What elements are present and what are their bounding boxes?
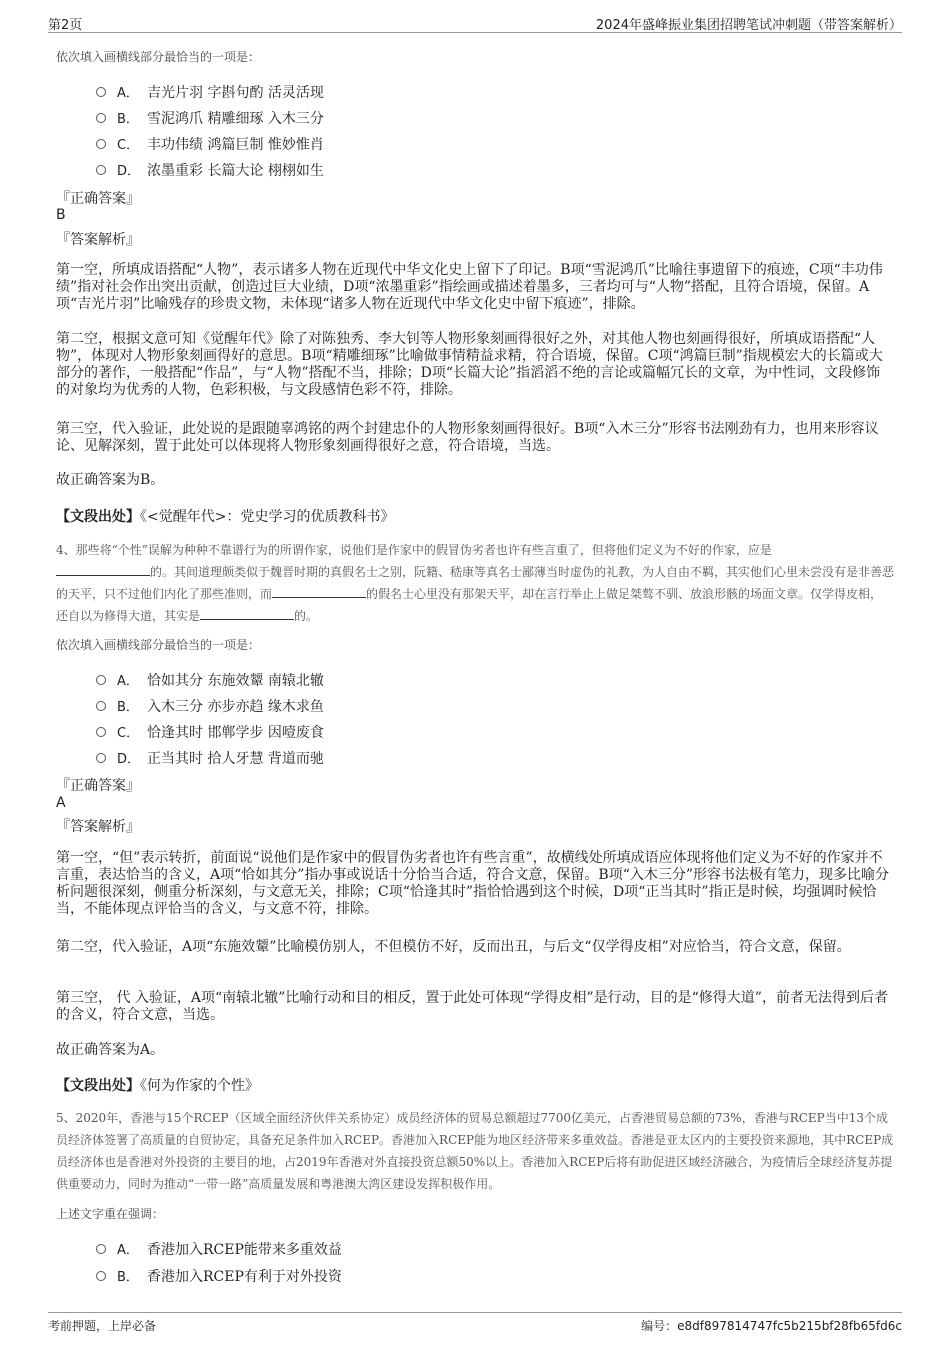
document-title: 2024年盛峰振业集团招聘笔试冲刺题（带答案解析） [595,18,902,33]
option-a[interactable]: A． 香港加入RCEP能带来多重效益 [96,1239,342,1259]
analysis-paragraph: 第三空，代入验证，此处说的是跟随辜鸿铭的两个封建忠仆的人物形象刻画得很好。B项“入木三分”形容书法刚劲有力，也用来形容议论、见解深刻，置于此处可以体现将人物形象刻画得很好之意，符合语境，当选。 [56,421,879,454]
radio-icon[interactable] [96,675,106,685]
question-prompt: 依次填入画横线部分最恰当的一项是： [56,638,261,652]
option-a[interactable]: A． 恰如其分 东施效颦 南辕北辙 [96,670,324,690]
radio-icon[interactable] [96,139,106,149]
analysis-label: 『答案解析』 [56,819,140,835]
page-footer [48,1312,902,1333]
option-b[interactable]: B． 入木三分 亦步亦趋 缘木求鱼 [96,696,324,716]
source-citation: 【文段出处】《何为作家的个性》 [56,1078,259,1094]
radio-icon[interactable] [96,87,106,97]
radio-icon[interactable] [96,165,106,175]
analysis-paragraph: 第一空，所填成语搭配“人物”，表示诸多人物在近现代中华文化史上留下了印记。B项“雪泥鸿爪”比喻往事遗留下的痕迹，C项“丰功伟绩”指对社会作出突出贡献，创造过巨大业绩，D项“浓墨重彩”指绘画或描述着墨多，三者均可与“人物”搭配，且符合语境，保留。A项“吉光片羽”比喻残存的珍贵文物，未体现“诸多人物在近现代中华文化史中留下痕迹”，排除。 [56,262,883,312]
answer-label: 『正确答案』 [56,778,140,794]
option-b[interactable]: B． 香港加入RCEP有利于对外投资 [96,1266,342,1286]
analysis-paragraph: 第一空，“但”表示转折，前面说“说他们是作家中的假冒伪劣者也许有些言重”，故横线处所填成语应体现将他们定义为不好的作家并不言重，表达恰当的含义，A项“恰如其分”指办事或说话十分恰当合适，符合文意，保留。B项“入木三分”形容书法极有笔力，现多比喻分析问题很深刻，侧重分析深刻，与文意无关，排除；C项“恰逢其时”指恰恰遇到这个时候，D项“正当其时”指正是时候，均强调时候恰当，不能体现点评恰当的含义，与文意不符，排除。 [56,850,890,917]
answer-value: A [56,795,66,811]
option-c[interactable]: C． 恰逢其时 邯郸学步 因噎废食 [96,722,324,742]
footer-slogan: 考前押题，上岸必备 [48,1319,157,1333]
analysis-label: 『答案解析』 [56,232,140,248]
analysis-conclusion: 故正确答案为B。 [56,472,165,488]
analysis-paragraph: 第二空，根据文意可知《觉醒年代》除了对陈独秀、李大钊等人物形象刻画得很好之外，对其他人物也刻画得很好，所填成语搭配“人物”，体现对人物形象刻画得好的意思。B项“精雕细琢”比喻做事情精益求精，符合语境，保留。C项“鸿篇巨制”指规模宏大的长篇或大部分的著作，一般搭配“作品”，与“人物”搭配不当，排除；D项“长篇大论”指滔滔不绝的言论或篇幅冗长的文章，为中性词，文段修饰的对象均为优秀的人物，色彩积极，与文段感情色彩不符，排除。 [56,331,883,398]
document-id: 编号：e8df897814747fc5b215bf28fb65fd6c [641,1319,902,1333]
answer-label: 『正确答案』 [56,191,140,207]
question-stem: 5、2020年，香港与15个RCEP（区域全面经济伙伴关系协定）成员经济体的贸易总额超过7700亿美元，占香港贸易总额的73%，香港与RCEP当中13个成员经济体签署了高质量的自贸协定，具备充足条件加入RCEP。香港加入RCEP能为地区经济带来多重效益。香港是亚太区内的主要投资来源地，其中RCEP成员经济体也是香港对外投资的主要目的地，占2019年香港对外直接投资总额50%以上。香港加入RCEP后将有助促进区域经济融合，为疫情后全球经济复苏提供重要动力，同时为推动“一带一路”高质量发展和粤港澳大湾区建设发挥积极作用。 [56,1111,894,1191]
analysis-paragraph: 第二空，代入验证，A项“东施效颦”比喻模仿别人，不但模仿不好，反而出丑，与后文“仅学得皮相”对应恰当，符合文意，保留。 [56,939,851,955]
option-a[interactable]: A． 吉光片羽 字斟句酌 活灵活现 [96,82,324,102]
radio-icon[interactable] [96,701,106,711]
analysis-paragraph: 第三空， 代 入验证，A项“南辕北辙”比喻行动和目的相反，置于此处可体现“学得皮相”是行动，目的是“修得大道”，前者无法得到后者的含义，符合文意，当选。 [56,990,888,1023]
page-number: 第2页 [48,18,83,33]
answer-blank[interactable] [56,562,150,576]
question-prompt: 上述文字重在强调： [56,1207,165,1221]
answer-value: B [56,207,66,223]
option-b[interactable]: B． 雪泥鸿爪 精雕细琢 入木三分 [96,108,324,128]
source-citation: 【文段出处】《<觉醒年代>：党史学习的优质教科书》 [56,509,395,525]
page-header [48,14,902,33]
question-prompt: 依次填入画横线部分最恰当的一项是： [56,50,261,64]
question-stem: 4、那些将“个性”误解为种种不靠谱行为的所谓作家，说他们是作家中的假冒伪劣者也许有些言重了，但将他们定义为不好的作家，应是 的。其间道理颇类似于魏晋时期的真假名士之别，阮籍、嵇康等真名士鄙薄当时虚伪的礼教，为人自由不羁，其实他们心里未尝没有是非善恶的天平，只不过他们内化了那些准则，而 的假名士心里没有那架天平，却在言行举止上做足桀骜不驯、放浪形骸的场面文章。仅学得皮相，还自以为修得大道，其实是 的。 [56,543,895,623]
radio-icon[interactable] [96,113,106,123]
analysis-conclusion: 故正确答案为A。 [56,1042,165,1058]
radio-icon[interactable] [96,1244,106,1254]
option-d[interactable]: D． 正当其时 拾人牙慧 背道而驰 [96,748,324,768]
radio-icon[interactable] [96,753,106,763]
answer-blank[interactable] [272,584,366,598]
option-c[interactable]: C． 丰功伟绩 鸿篇巨制 惟妙惟肖 [96,134,324,154]
radio-icon[interactable] [96,727,106,737]
option-d[interactable]: D． 浓墨重彩 长篇大论 栩栩如生 [96,160,324,180]
answer-blank[interactable] [200,606,294,620]
radio-icon[interactable] [96,1271,106,1281]
